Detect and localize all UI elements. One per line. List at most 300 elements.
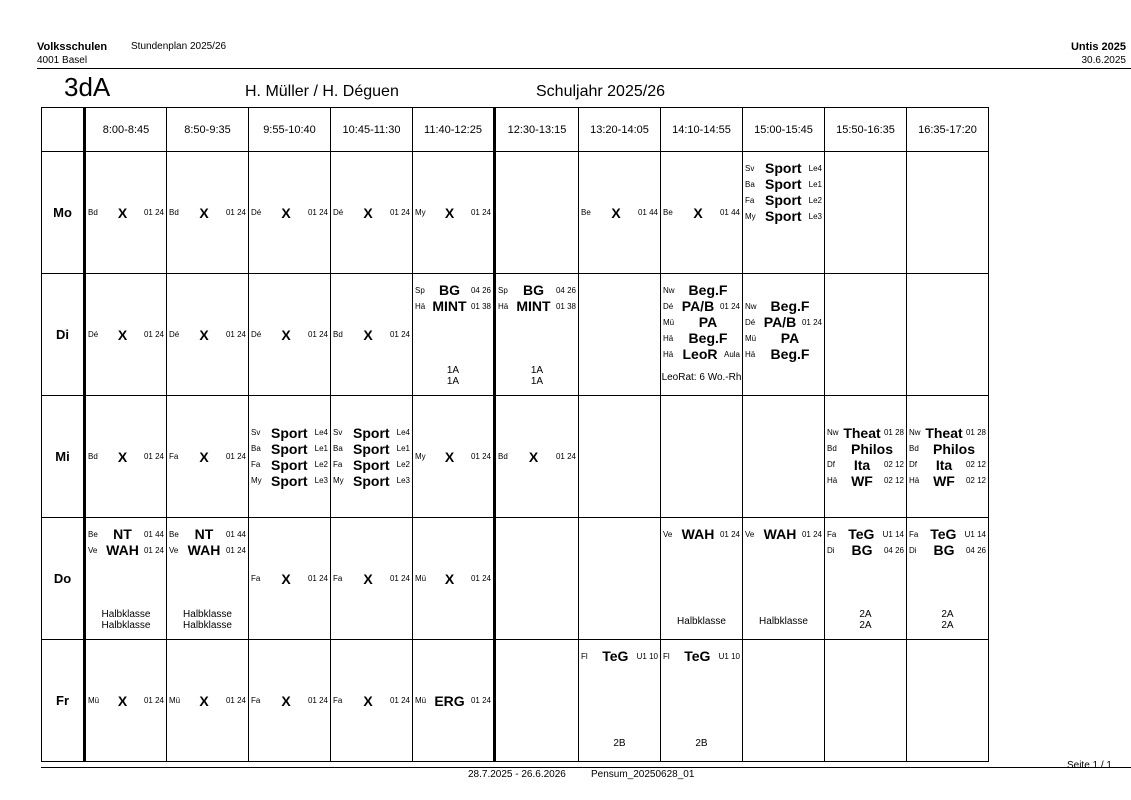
teacher-code: My	[415, 452, 426, 461]
subject: NT	[194, 526, 214, 542]
teacher-code: My	[745, 211, 756, 221]
subject: Beg.F	[688, 282, 728, 298]
teacher-code: Be	[169, 529, 179, 539]
print-date: 30.6.2025	[1081, 55, 1126, 66]
teacher-code: Ve	[88, 545, 98, 555]
subject: TeG	[848, 526, 875, 542]
cell-note: 1A	[446, 365, 460, 376]
lesson-entry	[745, 314, 822, 330]
lesson-cell	[661, 640, 743, 762]
room: 01 24	[225, 452, 246, 461]
day-label: Mo	[42, 152, 85, 274]
teacher-code: My	[251, 476, 262, 485]
lesson-entry	[88, 526, 164, 542]
teacher-code: Be	[663, 208, 673, 217]
lesson-entry	[333, 441, 410, 457]
room: 01 24	[801, 529, 822, 539]
lesson-cell	[167, 152, 249, 274]
teacher-code: Fa	[251, 460, 261, 469]
subject: X	[199, 326, 209, 343]
lesson-entry	[251, 457, 328, 473]
period-header: 8:00-8:45	[85, 108, 167, 152]
subject: X	[363, 326, 373, 343]
teacher-code: Df	[909, 460, 917, 469]
lesson-entry	[251, 571, 328, 587]
school-name: Volksschulen	[37, 41, 108, 53]
lesson-cell	[743, 152, 825, 274]
lesson-entry	[88, 327, 164, 343]
lesson-cell	[249, 640, 331, 762]
room: 01 24	[389, 696, 410, 705]
subject: Sport	[353, 472, 390, 489]
cell-note: 1A	[530, 376, 544, 387]
teacher-code: Be	[581, 208, 591, 217]
lesson-entry	[909, 526, 986, 542]
lesson-entry	[169, 327, 246, 343]
room: 04 26	[965, 545, 986, 555]
lesson-cell	[907, 274, 989, 396]
subject: TeG	[684, 648, 711, 664]
subject: TeG	[602, 648, 629, 664]
teacher-code: Hä	[663, 333, 674, 343]
lesson-entry	[909, 473, 986, 489]
school-address: 4001 Basel	[37, 55, 88, 66]
subject: BG	[438, 282, 460, 298]
subject: BG	[851, 542, 873, 558]
lesson-cell	[413, 518, 495, 640]
room: Le3	[314, 476, 328, 485]
day-label: Di	[42, 274, 85, 396]
pensum-id: Pensum_20250628_01	[591, 769, 695, 780]
room: Le4	[396, 428, 410, 437]
lesson-entry	[663, 282, 740, 298]
lesson-entry	[909, 441, 986, 457]
lesson-entry	[333, 571, 410, 587]
period-header: 16:35-17:20	[907, 108, 989, 152]
teacher-code: Ve	[663, 529, 673, 539]
cell-note: 2A	[859, 609, 872, 620]
lesson-cell	[167, 640, 249, 762]
teacher-code: Di	[909, 545, 917, 555]
teacher-code: Mü	[663, 317, 675, 327]
teacher-code: Dé	[663, 301, 674, 311]
room: 01 38	[555, 301, 576, 311]
period-header: 15:00-15:45	[743, 108, 825, 152]
subject: Philos	[932, 440, 975, 457]
lesson-cell	[661, 396, 743, 518]
lesson-entry	[827, 526, 904, 542]
room: U1 14	[964, 529, 986, 539]
school-year: Schuljahr 2025/26	[536, 83, 665, 100]
cell-note: 1A	[446, 376, 460, 387]
room: Le3	[396, 476, 410, 485]
teacher-code: Fl	[581, 651, 588, 661]
class-teachers: H. Müller / H. Déguen	[245, 83, 399, 100]
lesson-cell	[495, 640, 579, 762]
subject: TeG	[930, 526, 957, 542]
room: 04 26	[555, 285, 576, 295]
lesson-entry	[498, 449, 576, 465]
lesson-entry	[663, 346, 740, 362]
lesson-cell	[167, 396, 249, 518]
subject: PA	[780, 330, 800, 346]
lesson-entry	[827, 542, 904, 558]
subject: NT	[113, 526, 132, 542]
teacher-code: Bd	[498, 452, 508, 461]
teacher-code: Fl	[663, 651, 670, 661]
lesson-cell	[579, 396, 661, 518]
lesson-cell	[825, 640, 907, 762]
cell-note: 1A	[530, 365, 544, 376]
lesson-cell	[579, 274, 661, 396]
subject: Ita	[935, 456, 953, 473]
subject: Philos	[850, 440, 893, 457]
lesson-entry	[663, 298, 740, 314]
room: 01 24	[389, 574, 410, 583]
cell-note: 2A	[941, 609, 954, 620]
period-header: 11:40-12:25	[413, 108, 495, 152]
room: 01 24	[719, 529, 740, 539]
lesson-cell	[495, 274, 579, 396]
subject: X	[281, 570, 291, 587]
teacher-code: Dé	[88, 330, 99, 339]
lesson-entry	[663, 314, 740, 330]
teacher-code: Dé	[251, 208, 262, 217]
teacher-code: Fa	[827, 529, 837, 539]
cell-note: 2A	[859, 620, 872, 631]
teacher-code: Di	[827, 545, 835, 555]
room: Le1	[808, 179, 822, 189]
lesson-cell	[743, 274, 825, 396]
subject: Sport	[765, 160, 802, 176]
cell-note: Halbklasse	[183, 609, 232, 620]
lesson-entry	[333, 425, 410, 441]
lesson-cell	[249, 152, 331, 274]
teacher-code: Ba	[251, 444, 261, 453]
room: 01 44	[225, 529, 246, 539]
lesson-cell	[743, 518, 825, 640]
lesson-cell	[413, 152, 495, 274]
lesson-cell	[85, 640, 167, 762]
subject: MINT	[516, 298, 551, 314]
lesson-entry	[827, 425, 904, 441]
teacher-code: Bd	[88, 208, 98, 217]
class-name: 3dA	[64, 72, 111, 102]
lesson-cell	[331, 518, 413, 640]
subject: WAH	[681, 526, 715, 542]
subject: WAH	[187, 542, 221, 558]
lesson-cell	[85, 152, 167, 274]
teacher-code: Mü	[415, 574, 427, 583]
lesson-cell	[413, 640, 495, 762]
subject: WAH	[763, 526, 797, 542]
subject: X	[528, 448, 539, 465]
teacher-code: Hä	[745, 349, 756, 359]
room: 01 24	[389, 208, 410, 217]
lesson-entry	[909, 457, 986, 473]
teacher-code: Fa	[909, 529, 919, 539]
room: 01 44	[637, 208, 658, 217]
subject: WF	[851, 472, 873, 489]
lesson-entry	[415, 205, 491, 221]
subject: Beg.F	[770, 298, 810, 314]
teacher-code: My	[333, 476, 344, 485]
period-header: 12:30-13:15	[495, 108, 579, 152]
day-row	[42, 274, 989, 396]
lesson-cell	[495, 152, 579, 274]
lesson-entry	[251, 327, 328, 343]
room: 02 12	[883, 476, 904, 485]
subject: BG	[933, 542, 955, 558]
subject: X	[363, 692, 373, 709]
teacher-code: Nw	[745, 301, 757, 311]
day-label: Do	[42, 518, 85, 640]
subject: WF	[933, 472, 955, 489]
room: 01 24	[470, 574, 491, 583]
lesson-cell	[85, 518, 167, 640]
teacher-code: My	[415, 208, 426, 217]
subject: Theat	[843, 424, 881, 441]
lesson-entry	[169, 205, 246, 221]
lesson-entry	[415, 298, 491, 314]
subject: X	[199, 692, 209, 709]
teacher-code: Fa	[251, 574, 261, 583]
teacher-code: Bd	[333, 330, 343, 339]
lesson-entry	[909, 542, 986, 558]
lesson-cell	[825, 274, 907, 396]
lesson-cell	[331, 640, 413, 762]
lesson-cell	[167, 274, 249, 396]
cell-note: Halbklasse	[101, 609, 151, 620]
lesson-cell	[249, 396, 331, 518]
lesson-cell	[331, 152, 413, 274]
corner-cell	[42, 108, 85, 152]
teacher-code: Fa	[333, 574, 343, 583]
lesson-entry	[827, 441, 904, 457]
room: Le2	[396, 460, 410, 469]
subject: X	[281, 204, 291, 221]
lesson-entry	[415, 693, 491, 709]
lesson-cell	[825, 152, 907, 274]
lesson-entry	[415, 282, 491, 298]
lesson-entry	[415, 449, 491, 465]
lesson-cell	[743, 396, 825, 518]
software-name: Untis 2025	[1070, 41, 1126, 53]
lesson-entry	[88, 693, 164, 709]
teacher-code: Nw	[909, 428, 921, 437]
lesson-cell	[167, 518, 249, 640]
period-header: 15:50-16:35	[825, 108, 907, 152]
subject: Sport	[271, 440, 308, 457]
room: 01 24	[225, 545, 246, 555]
lesson-entry	[745, 346, 822, 362]
period-header: 8:50-9:35	[167, 108, 249, 152]
teacher-code: Dé	[333, 208, 344, 217]
lesson-entry	[663, 330, 740, 346]
cell-note: Halbklasse	[677, 616, 726, 627]
lesson-entry	[251, 473, 328, 489]
room: 01 24	[389, 330, 410, 339]
day-row	[42, 396, 989, 518]
lesson-entry	[663, 526, 740, 542]
teacher-code: Fa	[169, 452, 179, 461]
room: 01 24	[143, 452, 164, 461]
day-row	[42, 640, 989, 762]
subject: Sport	[353, 456, 390, 473]
subject: X	[444, 204, 455, 221]
subject: Sport	[271, 456, 308, 473]
lesson-entry	[498, 298, 576, 314]
room: 01 24	[470, 208, 491, 217]
cell-note: Halbklasse	[101, 620, 151, 631]
day-row	[42, 152, 989, 274]
subject: Sport	[765, 208, 802, 224]
lesson-entry	[169, 542, 246, 558]
lesson-entry	[251, 425, 328, 441]
lesson-entry	[909, 425, 986, 441]
header-divider	[37, 68, 1131, 69]
subject: PA/B	[763, 314, 797, 330]
cell-note: 2B	[695, 738, 708, 749]
room: U1 10	[718, 651, 740, 661]
cell-note: LeoRat: 6 Wo.-Rh	[661, 372, 742, 383]
room: 02 12	[965, 460, 986, 469]
room: Le3	[808, 211, 822, 221]
subject: X	[444, 448, 455, 465]
lesson-cell	[907, 152, 989, 274]
room: 01 24	[225, 330, 246, 339]
lesson-cell	[825, 518, 907, 640]
lesson-entry	[745, 330, 822, 346]
teacher-code: Fa	[251, 696, 261, 705]
teacher-code: Bd	[169, 208, 179, 217]
room: 01 28	[883, 428, 904, 437]
teacher-code: Sv	[745, 163, 755, 173]
subject: X	[611, 204, 621, 221]
room: 01 28	[965, 428, 986, 437]
teacher-code: Hä	[498, 301, 509, 311]
room: 01 24	[555, 452, 576, 461]
room: U1 10	[636, 651, 658, 661]
teacher-code: Bd	[88, 452, 98, 461]
subject: Beg.F	[770, 346, 810, 362]
room: 01 38	[470, 301, 491, 311]
room: 01 24	[307, 208, 328, 217]
lesson-entry	[333, 327, 410, 343]
page-number: Seite 1 / 1	[1066, 760, 1112, 771]
subject: Beg.F	[688, 330, 728, 346]
subject: X	[444, 570, 455, 587]
subject: Sport	[353, 424, 390, 441]
period-header: 13:20-14:05	[579, 108, 661, 152]
teacher-code: Nw	[663, 285, 675, 295]
lesson-entry	[88, 205, 164, 221]
lesson-entry	[333, 205, 410, 221]
teacher-code: Ve	[169, 545, 179, 555]
lesson-entry	[663, 205, 740, 221]
lesson-cell	[907, 396, 989, 518]
teacher-code: Df	[827, 460, 835, 469]
teacher-code: Sv	[251, 428, 261, 437]
validity-range: 28.7.2025 - 26.6.2026	[468, 769, 566, 780]
lesson-cell	[907, 640, 989, 762]
subject: X	[117, 692, 128, 709]
lesson-cell	[85, 274, 167, 396]
teacher-code: Ba	[745, 179, 755, 189]
subject: Ita	[853, 456, 871, 473]
lesson-entry	[169, 693, 246, 709]
lesson-cell	[413, 396, 495, 518]
lesson-entry	[581, 648, 658, 664]
room: 01 24	[470, 452, 491, 461]
period-header: 10:45-11:30	[331, 108, 413, 152]
teacher-code: Dé	[169, 330, 180, 339]
room: Le1	[314, 444, 328, 453]
subject: LeoR	[682, 346, 718, 362]
room: 01 24	[719, 301, 740, 311]
teacher-code: Nw	[827, 428, 839, 437]
lesson-entry	[827, 457, 904, 473]
lesson-cell	[661, 518, 743, 640]
room: Le2	[314, 460, 328, 469]
subject: PA	[698, 314, 718, 330]
lesson-entry	[415, 571, 491, 587]
lesson-cell	[579, 152, 661, 274]
subject: X	[117, 448, 128, 465]
period-header-row	[42, 108, 989, 152]
lesson-cell	[661, 152, 743, 274]
period-header: 9:55-10:40	[249, 108, 331, 152]
room: 04 26	[470, 285, 491, 295]
lesson-cell	[331, 396, 413, 518]
lesson-cell	[413, 274, 495, 396]
room: 01 24	[143, 696, 164, 705]
period-header: 14:10-14:55	[661, 108, 743, 152]
cell-note: Halbklasse	[183, 620, 232, 631]
day-row	[42, 518, 989, 640]
subject: ERG	[434, 692, 465, 709]
room: 01 24	[225, 208, 246, 217]
teacher-code: Dé	[251, 330, 262, 339]
teacher-code: Bd	[827, 444, 837, 453]
lesson-cell	[825, 396, 907, 518]
footer-divider	[41, 767, 1131, 768]
lesson-entry	[88, 542, 164, 558]
teacher-code: Dé	[745, 317, 756, 327]
subject: X	[363, 204, 373, 221]
subject: Sport	[765, 176, 802, 192]
room: 01 24	[307, 330, 328, 339]
lesson-entry	[745, 192, 822, 208]
room: 02 12	[883, 460, 904, 469]
subject: Sport	[271, 472, 308, 489]
teacher-code: Sv	[333, 428, 343, 437]
lesson-entry	[251, 205, 328, 221]
subject: WAH	[106, 542, 139, 558]
lesson-entry	[169, 526, 246, 542]
subject: Theat	[925, 424, 963, 441]
subject: X	[199, 204, 209, 221]
room: Le4	[808, 163, 822, 173]
subject: Sport	[765, 192, 802, 208]
lesson-cell	[579, 640, 661, 762]
lesson-entry	[663, 648, 740, 664]
lesson-entry	[333, 473, 410, 489]
lesson-cell	[249, 518, 331, 640]
teacher-code: Mü	[88, 696, 100, 705]
lesson-cell	[495, 396, 579, 518]
room: 01 24	[225, 696, 246, 705]
